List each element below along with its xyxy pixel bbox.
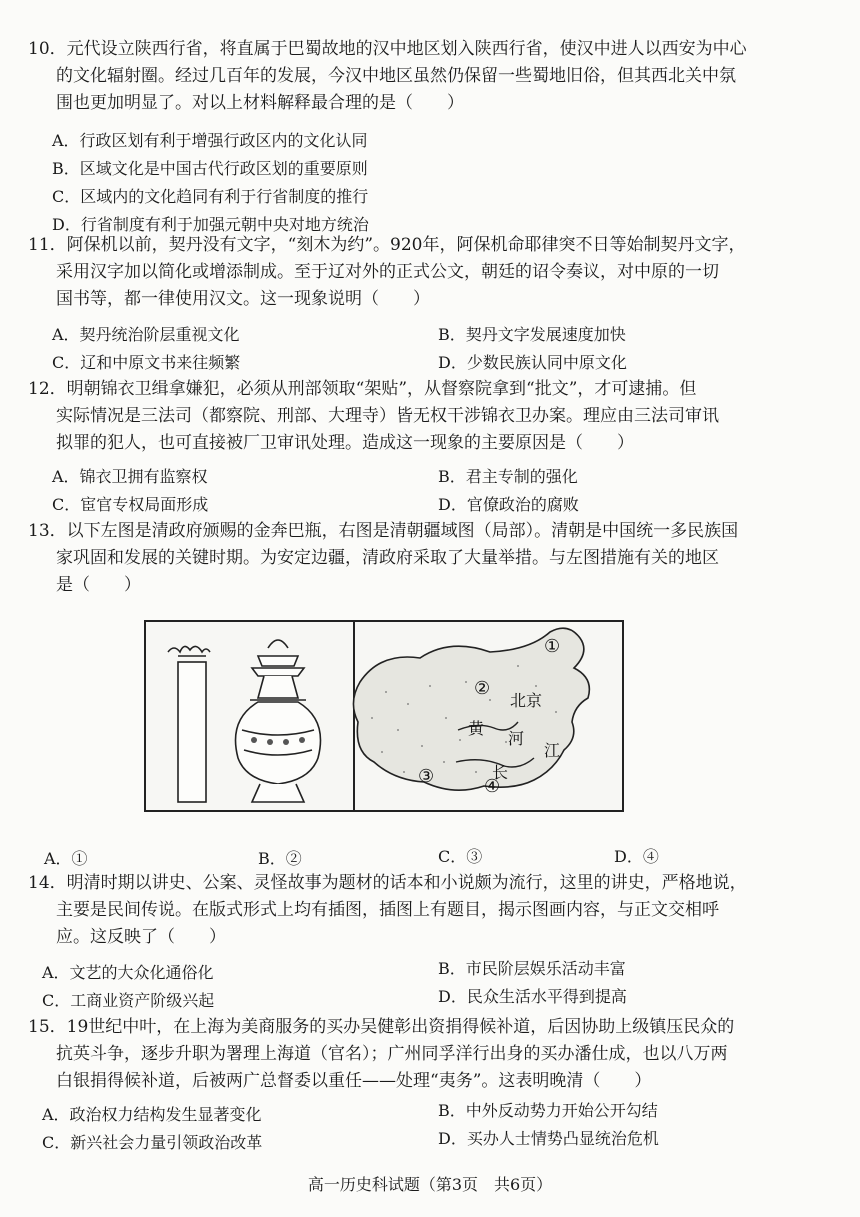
question-14-option-c: C．工商业资产阶级兴起 xyxy=(42,991,215,1010)
question-13-line-3: 是（ ） xyxy=(56,575,141,595)
question-13-option-d: D．④ xyxy=(614,847,659,866)
question-14-option-d: D．民众生活水平得到提高 xyxy=(438,987,627,1006)
question-12-option-d: D．官僚政治的腐败 xyxy=(438,495,579,514)
question-13 xyxy=(28,518,828,599)
map-marker-1: ① xyxy=(544,636,561,657)
page-footer: 高一历史科试题（第3页 共6页） xyxy=(307,1175,553,1194)
question-13-option-a: A．① xyxy=(44,849,88,868)
question-11-line-2: 采用汉字加以简化或增添制成。至于辽对外的正式公文，朝廷的诏令奏议，对中原的一切 xyxy=(56,262,719,282)
question-10-line-2: 的文化辐射圈。经过几百年的发展，今汉中地区虽然仍保留一些蜀地旧俗，但其西北关中氛 xyxy=(56,66,736,86)
question-10-option-d: D．行省制度有利于加强元朝中央对地方统治 xyxy=(52,215,369,234)
map-marker-4: ④ xyxy=(484,776,501,797)
question-12-line-3: 拟罪的犯人，也可直接被厂卫审讯处理。造成这一现象的主要原因是（ ） xyxy=(56,433,634,453)
question-13-line-2: 家巩固和发展的关键时期。为安定边疆，清政府采取了大量举措。与左图措施有关的地区 xyxy=(56,548,719,568)
question-12-option-b: B．君主专制的强化 xyxy=(438,467,578,486)
map-label-huang: 黄 xyxy=(468,719,485,738)
question-12 xyxy=(28,376,828,457)
golden-bumpa-vase-illustration xyxy=(168,640,321,802)
question-12-option-a: A．锦衣卫拥有监察权 xyxy=(52,467,208,486)
question-14-option-b: B．市民阶层娱乐活动丰富 xyxy=(438,959,626,978)
map-marker-3: ③ xyxy=(418,766,435,787)
question-11-option-b: B．契丹文字发展速度加快 xyxy=(438,325,626,344)
question-13-option-c: C．③ xyxy=(438,847,483,866)
question-13-line-1: 13．以下左图是清政府颁赐的金奔巴瓶，右图是清朝疆域图（局部）。清朝是中国统一多民族国 xyxy=(28,521,739,541)
question-12-option-c: C．宦官专权局面形成 xyxy=(52,495,209,514)
map-label-jiang: 江 xyxy=(544,741,561,760)
question-14-line-1: 14．明清时期以讲史、公案、灵怪故事为题材的话本和小说颇为流行，这里的讲史，严格地说， xyxy=(28,873,747,893)
question-10-option-b: B．区域文化是中国古代行政区划的重要原则 xyxy=(52,159,368,178)
map-label-he: 河 xyxy=(508,729,525,748)
question-14-line-3: 应。这反映了（ ） xyxy=(56,927,226,947)
question-15-option-a: A．政治权力结构发生显著变化 xyxy=(42,1105,262,1124)
question-14-line-2: 主要是民间传说。在版式形式上均有插图，插图上有题目，揭示图画内容，与正文交相呼 xyxy=(56,900,719,920)
question-11-line-3: 国书等，都一律使用汉文。这一现象说明（ ） xyxy=(56,289,430,309)
question-10-option-a: A．行政区划有利于增强行政区内的文化认同 xyxy=(52,131,368,150)
question-15-option-d: D．买办人士情势凸显统治危机 xyxy=(438,1129,659,1148)
map-label-chang: 长 xyxy=(492,763,509,782)
question-15-option-b: B．中外反动势力开始公开勾结 xyxy=(438,1101,658,1120)
question-15-line-1: 15．19世纪中叶，在上海为美商服务的买办吴健彰出资捐得候补道，后因协助上级镇压民众的 xyxy=(28,1017,735,1037)
question-10-line-3: 围也更加明显了。对以上材料解释最合理的是（ ） xyxy=(56,93,464,113)
question-11-option-a: A．契丹统治阶层重视文化 xyxy=(52,325,240,344)
question-12-line-2: 实际情况是三法司（都察院、刑部、大理寺）皆无权干涉锦衣卫办案。理应由三法司审讯 xyxy=(56,406,719,426)
figure-svg xyxy=(146,622,622,810)
question-13-figure xyxy=(144,620,624,812)
map-label-beijing: 北京 xyxy=(510,691,543,710)
question-15-line-2: 抗英斗争，逐步升职为署理上海道（官名）；广州同孚洋行出身的买办潘仕成，也以八万两 xyxy=(56,1044,728,1064)
question-13-option-b: B．② xyxy=(258,849,302,868)
question-11-option-d: D．少数民族认同中原文化 xyxy=(438,353,627,372)
question-15 xyxy=(28,1014,828,1095)
map-marker-2: ② xyxy=(474,678,491,699)
question-10-line-1: 10．元代设立陕西行省，将直属于巴蜀故地的汉中地区划入陕西行省，使汉中进人以西安为中心 xyxy=(28,39,747,59)
question-14 xyxy=(28,870,828,951)
question-15-line-3: 白银捐得候补道，后被两广总督委以重任——处理“夷务”。这表明晚清（ ） xyxy=(56,1071,652,1091)
question-10 xyxy=(28,36,828,117)
question-11-option-c: C．辽和中原文书来往频繁 xyxy=(52,353,241,372)
question-12-line-1: 12．明朝锦衣卫缉拿嫌犯，必须从刑部领取“架贴”，从督察院拿到“批文”，才可逮捕。但 xyxy=(28,379,697,399)
question-15-option-c: C．新兴社会力量引领政治改革 xyxy=(42,1133,263,1152)
question-10-option-c: C．区域内的文化趋同有利于行省制度的推行 xyxy=(52,187,369,206)
question-11 xyxy=(28,232,828,313)
question-14-option-a: A．文艺的大众化通俗化 xyxy=(42,963,214,982)
question-11-line-1: 11．阿保机以前，契丹没有文字，“刻木为约”。920年，阿保机命耶律突不日等始制契丹文字， xyxy=(28,235,746,255)
